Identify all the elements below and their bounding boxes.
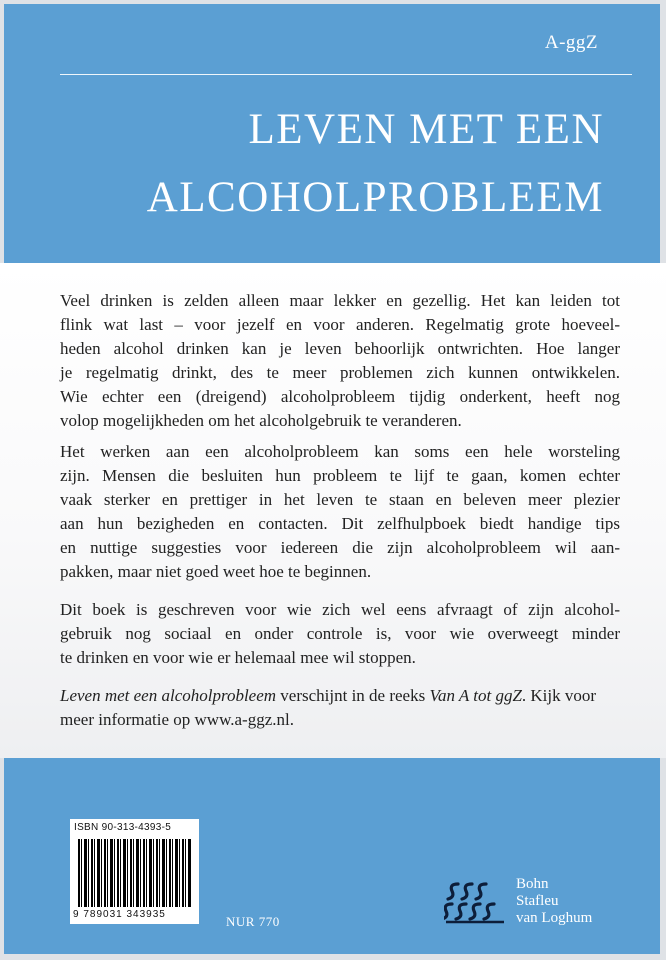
series-info-text-end: . Kijk voor bbox=[521, 686, 597, 705]
blurb-line: Dit boek is geschreven voor wie zich wel eens afvraagt of zijn alcohol- bbox=[60, 600, 620, 619]
barcode-bars bbox=[78, 839, 192, 907]
divider-line bbox=[60, 74, 632, 75]
publisher-line: Stafleu bbox=[516, 893, 559, 909]
blurb-line: vaak sterker en prettiger in het leven te staan en beleven meer plezier bbox=[60, 490, 620, 509]
blurb-paragraph-4 bbox=[60, 684, 620, 732]
blurb-line: en nuttige suggesties voor iedereen die zijn alcoholprobleem wil aan- bbox=[60, 538, 620, 557]
publisher-line: van Loghum bbox=[516, 910, 593, 926]
ean-number: 9 789031 343935 bbox=[73, 909, 166, 920]
blurb-paragraph-1 bbox=[60, 289, 620, 433]
website-line: meer informatie op www.a-ggz.nl. bbox=[60, 710, 294, 729]
isbn-number: ISBN 90-313-4393-5 bbox=[74, 822, 172, 833]
publisher-logo-icon bbox=[444, 876, 508, 926]
blurb-line: pakken, maar niet goed weet hoe te beginnen. bbox=[60, 562, 372, 581]
title-line-1: LEVEN MET EEN bbox=[248, 106, 604, 153]
series-mark: A-ggZ bbox=[544, 32, 598, 53]
series-info-text: verschijnt in de reeks bbox=[276, 686, 430, 705]
blurb-line: gebruik nog sociaal en onder controle is, voor wie overweegt minder bbox=[60, 624, 620, 643]
blurb-line: je regelmatig drinkt, des te meer problemen zich kunnen ontwikkelen. bbox=[60, 363, 620, 382]
blurb-line: te drinken en voor wie er helemaal mee wil stoppen. bbox=[60, 648, 416, 667]
blurb-line: Veel drinken is zelden alleen maar lekker en gezellig. Het kan leiden tot bbox=[60, 291, 620, 310]
nur-code: NUR 770 bbox=[226, 914, 280, 929]
book-title-italic: Leven met een alcoholprobleem bbox=[60, 686, 277, 705]
publisher-name bbox=[516, 876, 592, 927]
blurb-line: zijn. Mensen die besluiten hun probleem te lijf te gaan, komen echter bbox=[60, 466, 620, 485]
series-name-italic: Van A tot ggZ bbox=[429, 686, 522, 705]
blurb-line: Wie echter een (dreigend) alcoholprobleem tijdig onderkent, heeft nog bbox=[60, 387, 620, 406]
blurb-line: Het werken aan een alcoholprobleem kan soms een hele worsteling bbox=[60, 442, 620, 461]
series-info-line bbox=[60, 684, 620, 708]
blurb-line: aan hun bezigheden en contacten. Dit zelfhulpboek biedt handige tips bbox=[60, 514, 620, 533]
blurb-line: flink wat last – voor jezelf en voor anderen. Regelmatig grote hoeveel- bbox=[60, 315, 620, 334]
title-line-2: ALCOHOLPROBLEEM bbox=[146, 174, 604, 221]
blurb-line: volop mogelijkheden om het alcoholgebruik te veranderen. bbox=[60, 411, 462, 430]
blurb-paragraph-2 bbox=[60, 440, 620, 584]
barcode bbox=[70, 819, 199, 924]
blurb-line: heden alcohol drinken kan je leven behoorlijk ontwrichten. Hoe langer bbox=[60, 339, 620, 358]
blurb-paragraph-3 bbox=[60, 598, 620, 670]
book-title bbox=[147, 96, 604, 232]
publisher-line: Bohn bbox=[516, 876, 549, 892]
